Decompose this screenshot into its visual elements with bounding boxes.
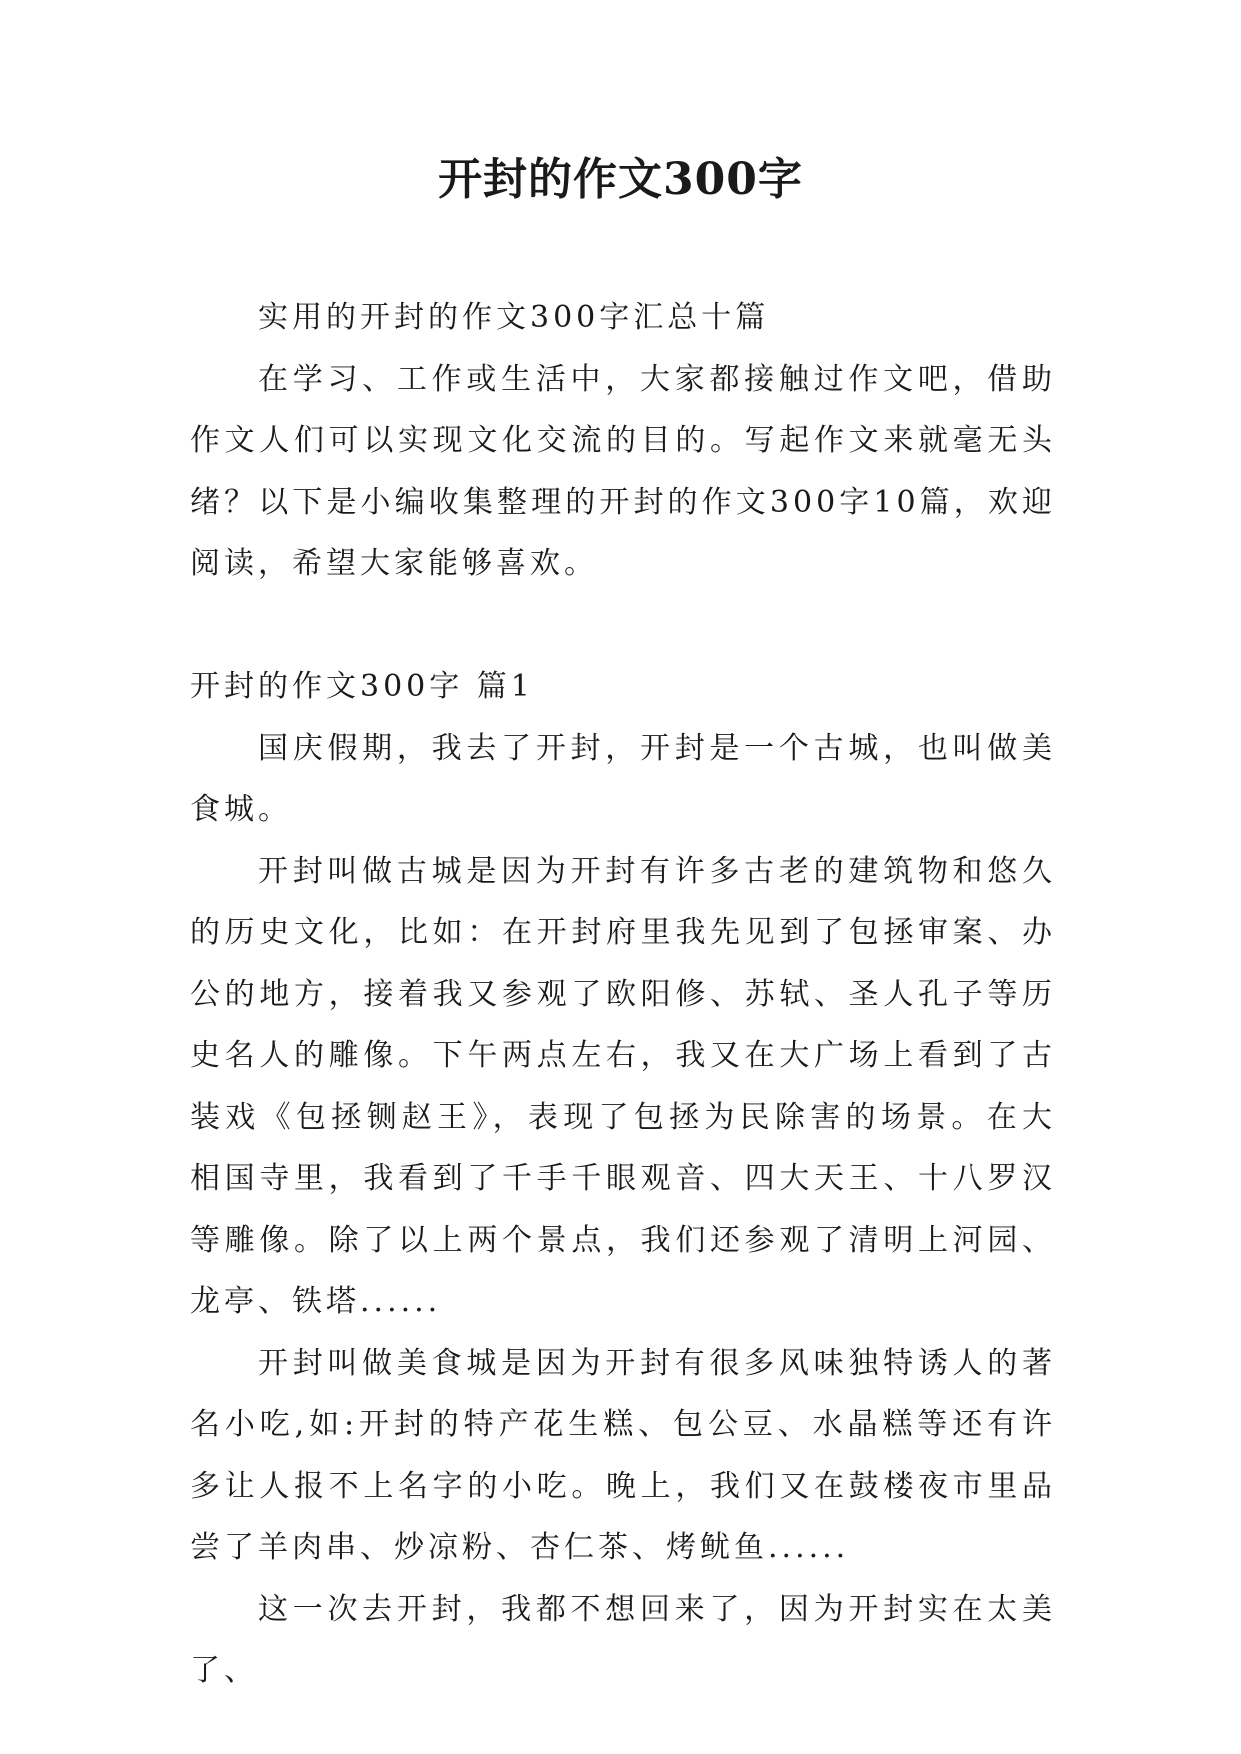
document-subtitle: 实用的开封的作文300字汇总十篇 <box>258 300 770 335</box>
body-paragraph: 开封叫做古城是因为开封有许多古老的建筑物和悠久的历史文化，比如：在开封府里我先见到了包拯审案、办公的地方，接着我又参观了欧阳修、苏轼、圣人孔子等历史名人的雕像。下午两点左右，我又在大广场上看到了古装戏《包拯铡赵王》，表现了包拯为民除害的场景。在大相国寺里，我看到了千手千眼观音、四大天王、十八罗汉等雕像。除了以上两个景点，我们还参观了清明上河园、龙亭、铁塔...... <box>190 853 1056 1319</box>
document-title: 开封的作文300字 <box>438 154 803 205</box>
body-paragraph: 国庆假期，我去了开封，开封是一个古城，也叫做美食城。 <box>190 730 1056 827</box>
intro-paragraph: 在学习、工作或生活中，大家都接触过作文吧，借助作文人们可以实现文化交流的目的。写起作文来就毫无头绪？以下是小编收集整理的开封的作文300字10篇，欢迎阅读，希望大家能够喜欢。 <box>190 361 1056 581</box>
section-heading: 开封的作文300字 篇1 <box>190 669 534 704</box>
body-paragraph: 这一次去开封，我都不想回来了，因为开封实在太美了、 <box>190 1591 1056 1688</box>
body-paragraph: 开封叫做美食城是因为开封有很多风味独特诱人的著名小吃,如:开封的特产花生糕、包公豆、水晶糕等还有许多让人报不上名字的小吃。晚上，我们又在鼓楼夜市里品尝了羊肉串、炒凉粉、杏仁茶、烤鱿鱼...... <box>190 1345 1056 1565</box>
document-body <box>190 287 1056 1702</box>
